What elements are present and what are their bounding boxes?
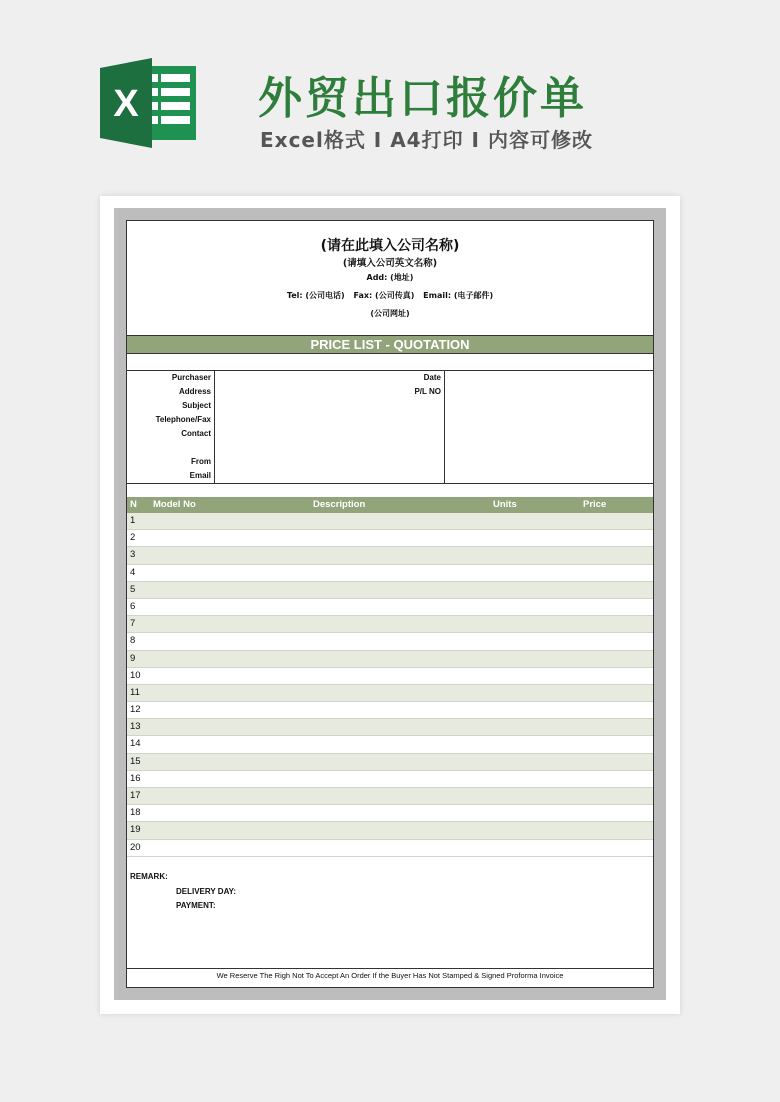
label-address: Address [178, 387, 211, 396]
divider [214, 371, 215, 483]
col-units: Units [493, 499, 517, 510]
table-row[interactable] [127, 719, 653, 736]
label-date: Date [423, 373, 441, 382]
row-number: 17 [130, 790, 141, 801]
row-number: 4 [130, 566, 136, 578]
row-number: 7 [130, 618, 136, 630]
sheet-frame [114, 208, 666, 1000]
col-model-no: Model No [153, 499, 196, 510]
row-number: 6 [130, 600, 136, 612]
table-row[interactable] [127, 633, 653, 650]
contact-line [127, 290, 653, 301]
label-from: From [191, 457, 211, 466]
row-number: 9 [130, 652, 136, 664]
row-number: 12 [130, 704, 141, 716]
row-number: 19 [130, 824, 141, 836]
payment-label: PAYMENT: [176, 901, 216, 910]
company-address[interactable]: Add: (地址) [366, 273, 414, 282]
remark-label: REMARK: [130, 872, 168, 881]
delivery-day-label: DELIVERY DAY: [176, 887, 237, 896]
table-row[interactable] [127, 599, 653, 616]
row-number: 13 [130, 721, 141, 733]
price-list-title: PRICE LIST - QUOTATION [127, 335, 653, 354]
customer-info-block [127, 370, 653, 484]
table-row[interactable] [127, 582, 653, 599]
label-purchaser: Purchaser [171, 373, 211, 382]
label-subject: Subject [182, 401, 211, 410]
table-row[interactable] [127, 736, 653, 753]
table-header [127, 497, 653, 513]
footer-note: We Reserve The Righ Not To Accept An Order If the Buyer Has Not Stamped & Signed Proforma Invoice [127, 968, 653, 988]
row-number: 14 [130, 738, 141, 750]
row-number: 2 [130, 532, 136, 544]
excel-icon [100, 58, 198, 148]
table-row[interactable] [127, 668, 653, 685]
table-row[interactable] [127, 702, 653, 719]
row-number: 5 [130, 583, 136, 595]
label-email: Email [189, 471, 211, 480]
table-row[interactable] [127, 840, 653, 857]
row-number: 8 [130, 635, 136, 647]
table-row[interactable] [127, 754, 653, 771]
col-n: N [130, 499, 137, 510]
label-contact: Contact [181, 429, 211, 438]
company-email[interactable]: Email: (电子邮件) [423, 291, 494, 300]
company-tel[interactable]: Tel: (公司电话) [286, 291, 345, 300]
table-row[interactable] [127, 530, 653, 547]
quotation-sheet [126, 220, 654, 988]
table-row[interactable] [127, 788, 653, 805]
banner-subtitle: Excel格式 I A4打印 I 内容可修改 [260, 128, 593, 152]
company-english-name[interactable]: (请填入公司英文名称) [342, 258, 438, 269]
table-row[interactable] [127, 822, 653, 839]
document-paper [100, 196, 680, 1014]
row-number: 3 [130, 549, 136, 561]
table-row[interactable] [127, 565, 653, 582]
row-number: 10 [130, 669, 141, 681]
table-row[interactable] [127, 616, 653, 633]
row-number: 16 [130, 772, 141, 784]
table-row[interactable] [127, 771, 653, 788]
row-number: 1 [130, 515, 136, 526]
label-telephone-fax: Telephone/Fax [155, 415, 211, 424]
row-number: 20 [130, 841, 141, 853]
divider [444, 371, 445, 483]
banner-title: 外贸出口报价单 [258, 73, 587, 124]
svg-text:X: X [113, 83, 139, 125]
col-price: Price [583, 499, 607, 510]
table-body [127, 513, 653, 857]
label-pl-no: P/L NO [414, 387, 441, 396]
col-description: Description [313, 499, 366, 510]
table-row[interactable] [127, 651, 653, 668]
row-number: 15 [130, 755, 141, 767]
table-row[interactable] [127, 685, 653, 702]
company-fax[interactable]: Fax: (公司传真) [353, 291, 415, 300]
company-website[interactable]: (公司网址) [370, 309, 410, 318]
company-name[interactable]: (请在此填入公司名称) [320, 238, 460, 254]
table-row[interactable] [127, 547, 653, 564]
table-row[interactable] [127, 513, 653, 530]
row-number: 11 [130, 686, 140, 698]
table-row[interactable] [127, 805, 653, 822]
row-number: 18 [130, 807, 141, 819]
